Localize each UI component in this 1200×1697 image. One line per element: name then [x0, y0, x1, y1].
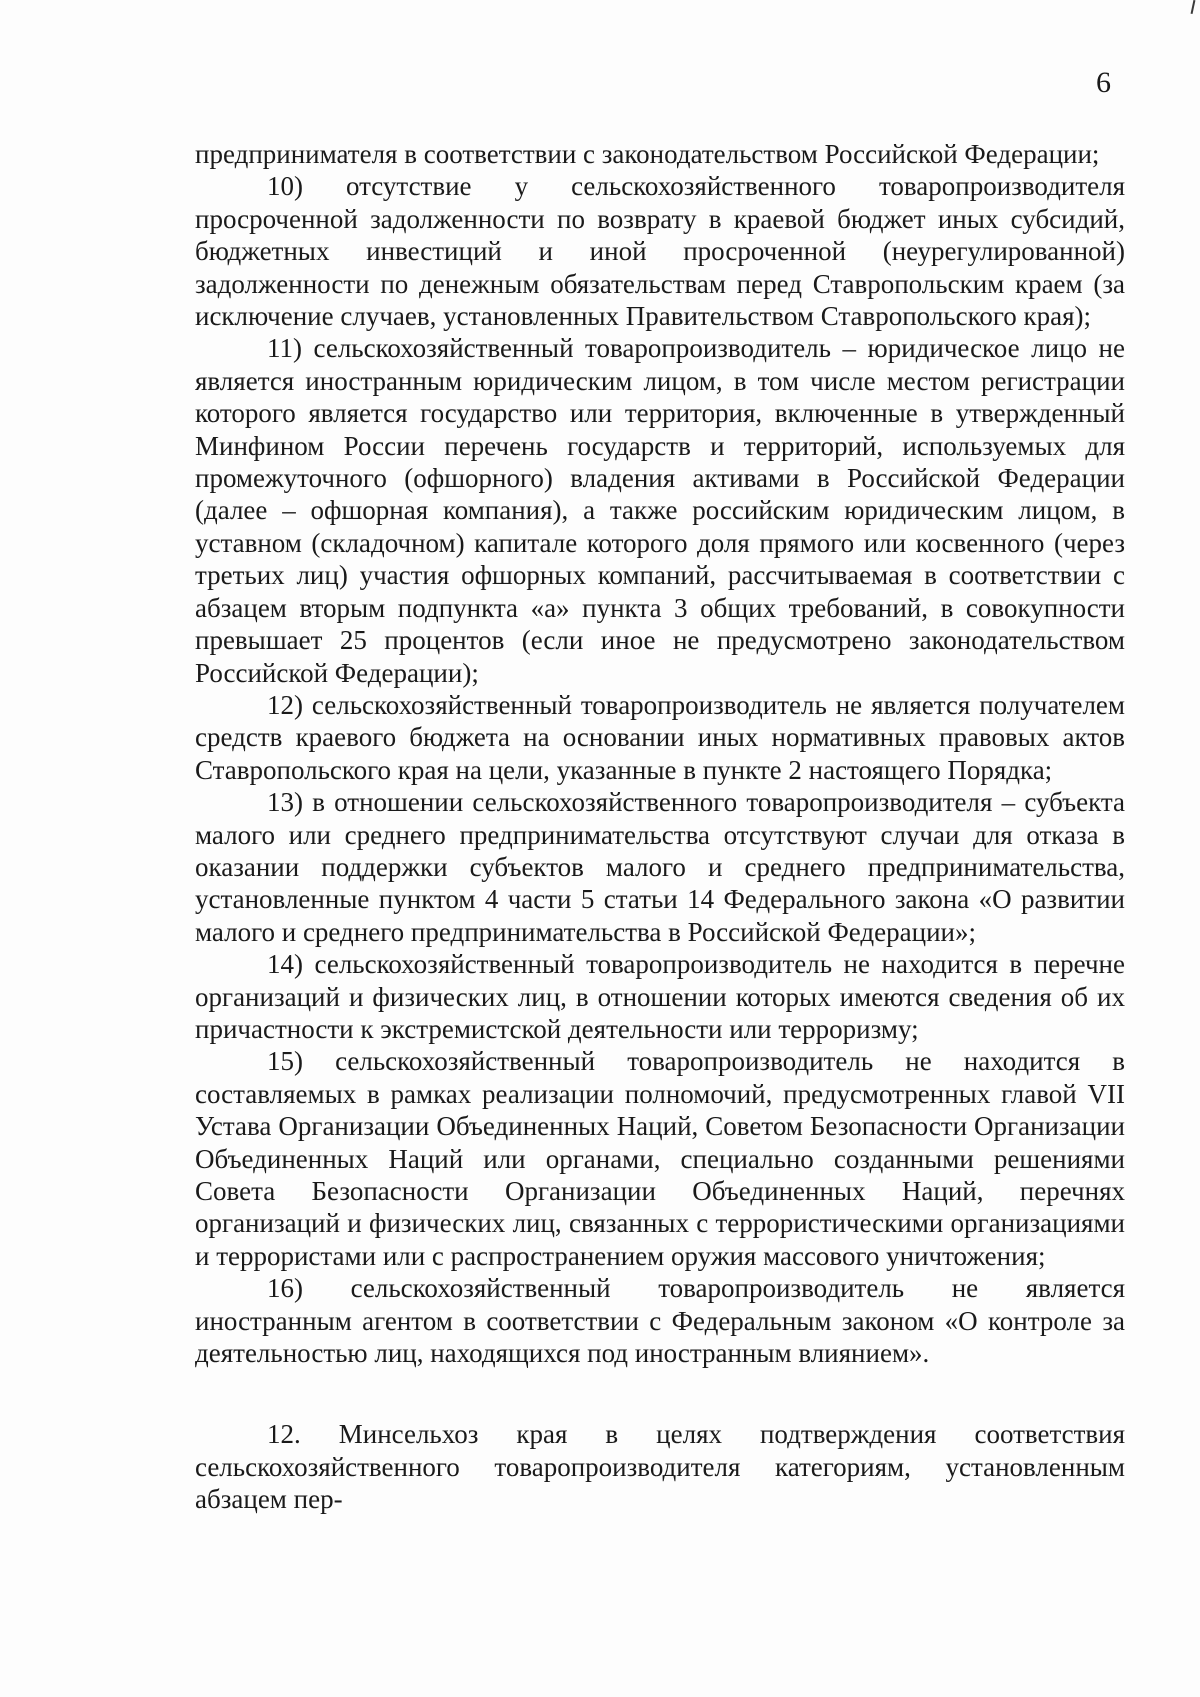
paragraph-continuation: предпринимателя в соответствии с законодательством Российской Федерации;: [195, 139, 1100, 169]
section-12-paragraph: 12. Минсельхоз края в целях подтверждения соответствия сельскохозяйственного товаропроизводителя категориям, установленным абзацем пер-: [195, 1419, 1125, 1515]
list-item-12: 12) сельскохозяйственный товаропроизводитель не является получателем средств краевого бюджета на основании иных нормативных правовых актов Ставропольского края на цели, указанные в пункте 2 настоящего Порядка;: [195, 689, 1125, 785]
document-body: [195, 138, 1125, 1516]
page-number: 6: [1096, 66, 1111, 99]
list-item-13: 13) в отношении сельскохозяйственного товаропроизводителя – субъекта малого или среднего предпринимательства отсутствуют случаи для отказа в оказании поддержки субъектов малого и среднего предпринимательства, установленные пунктом 4 части 5 статьи 14 Федерального закона «О развитии малого и среднего предпринимательства в Российской Федерации»;: [195, 787, 1125, 947]
list-item-14: 14) сельскохозяйственный товаропроизводитель не находится в перечне организаций и физических лиц, в отношении которых имеются сведения об их причастности к экстремистской деятельности или терроризму;: [195, 949, 1125, 1044]
list-item-15: 15) сельскохозяйственный товаропроизводитель не находится в составляемых в рамках реализации полномочий, предусмотренных главой VII Устава Организации Объединенных Наций, Советом Безопасности Организации Объединенных Наций или органами, специально созданными решениями Совета Безопасности Организации Объединенных Наций, перечнях организаций и физических лиц, связанных с террористическими организациями и террористами или с распространением оружия массового уничтожения;: [195, 1046, 1125, 1271]
list-item-16: 16) сельскохозяйственный товаропроизводитель не является иностранным агентом в соответствии с Федеральным законом «О контроле за деятельностью лиц, находящихся под иностранным влиянием».: [195, 1273, 1125, 1369]
scan-edge-mark: [1191, 0, 1196, 14]
list-item-11: 11) сельскохозяйственный товаропроизводитель – юридическое лицо не является иностранным юридическим лицом, в том числе местом регистрации которого является государство или территория, включенные в утвержденный Минфином России перечень государств и территорий, используемых для промежуточного (офшорного) владения активами в Российской Федерации (далее – офшорная компания), а также российским юридическим лицом, в уставном (складочном) капитале которого доля прямого или косвенного (через третьих лиц) участия офшорных компаний, рассчитываемая в соответствии с абзацем вторым подпункта «а» пункта 3 общих требований, в совокупности превышает 25 процентов (если иное не предусмотрено законодательством Российской Федерации);: [195, 333, 1125, 688]
list-item-10: 10) отсутствие у сельскохозяйственного товаропроизводителя просроченной задолженности по возврату в краевой бюджет иных субсидий, бюджетных инвестиций и иной просроченной (неурегулированной) задолженности по денежным обязательствам перед Ставропольским краем (за исключение случаев, установленных Правительством Ставропольского края);: [195, 171, 1125, 332]
